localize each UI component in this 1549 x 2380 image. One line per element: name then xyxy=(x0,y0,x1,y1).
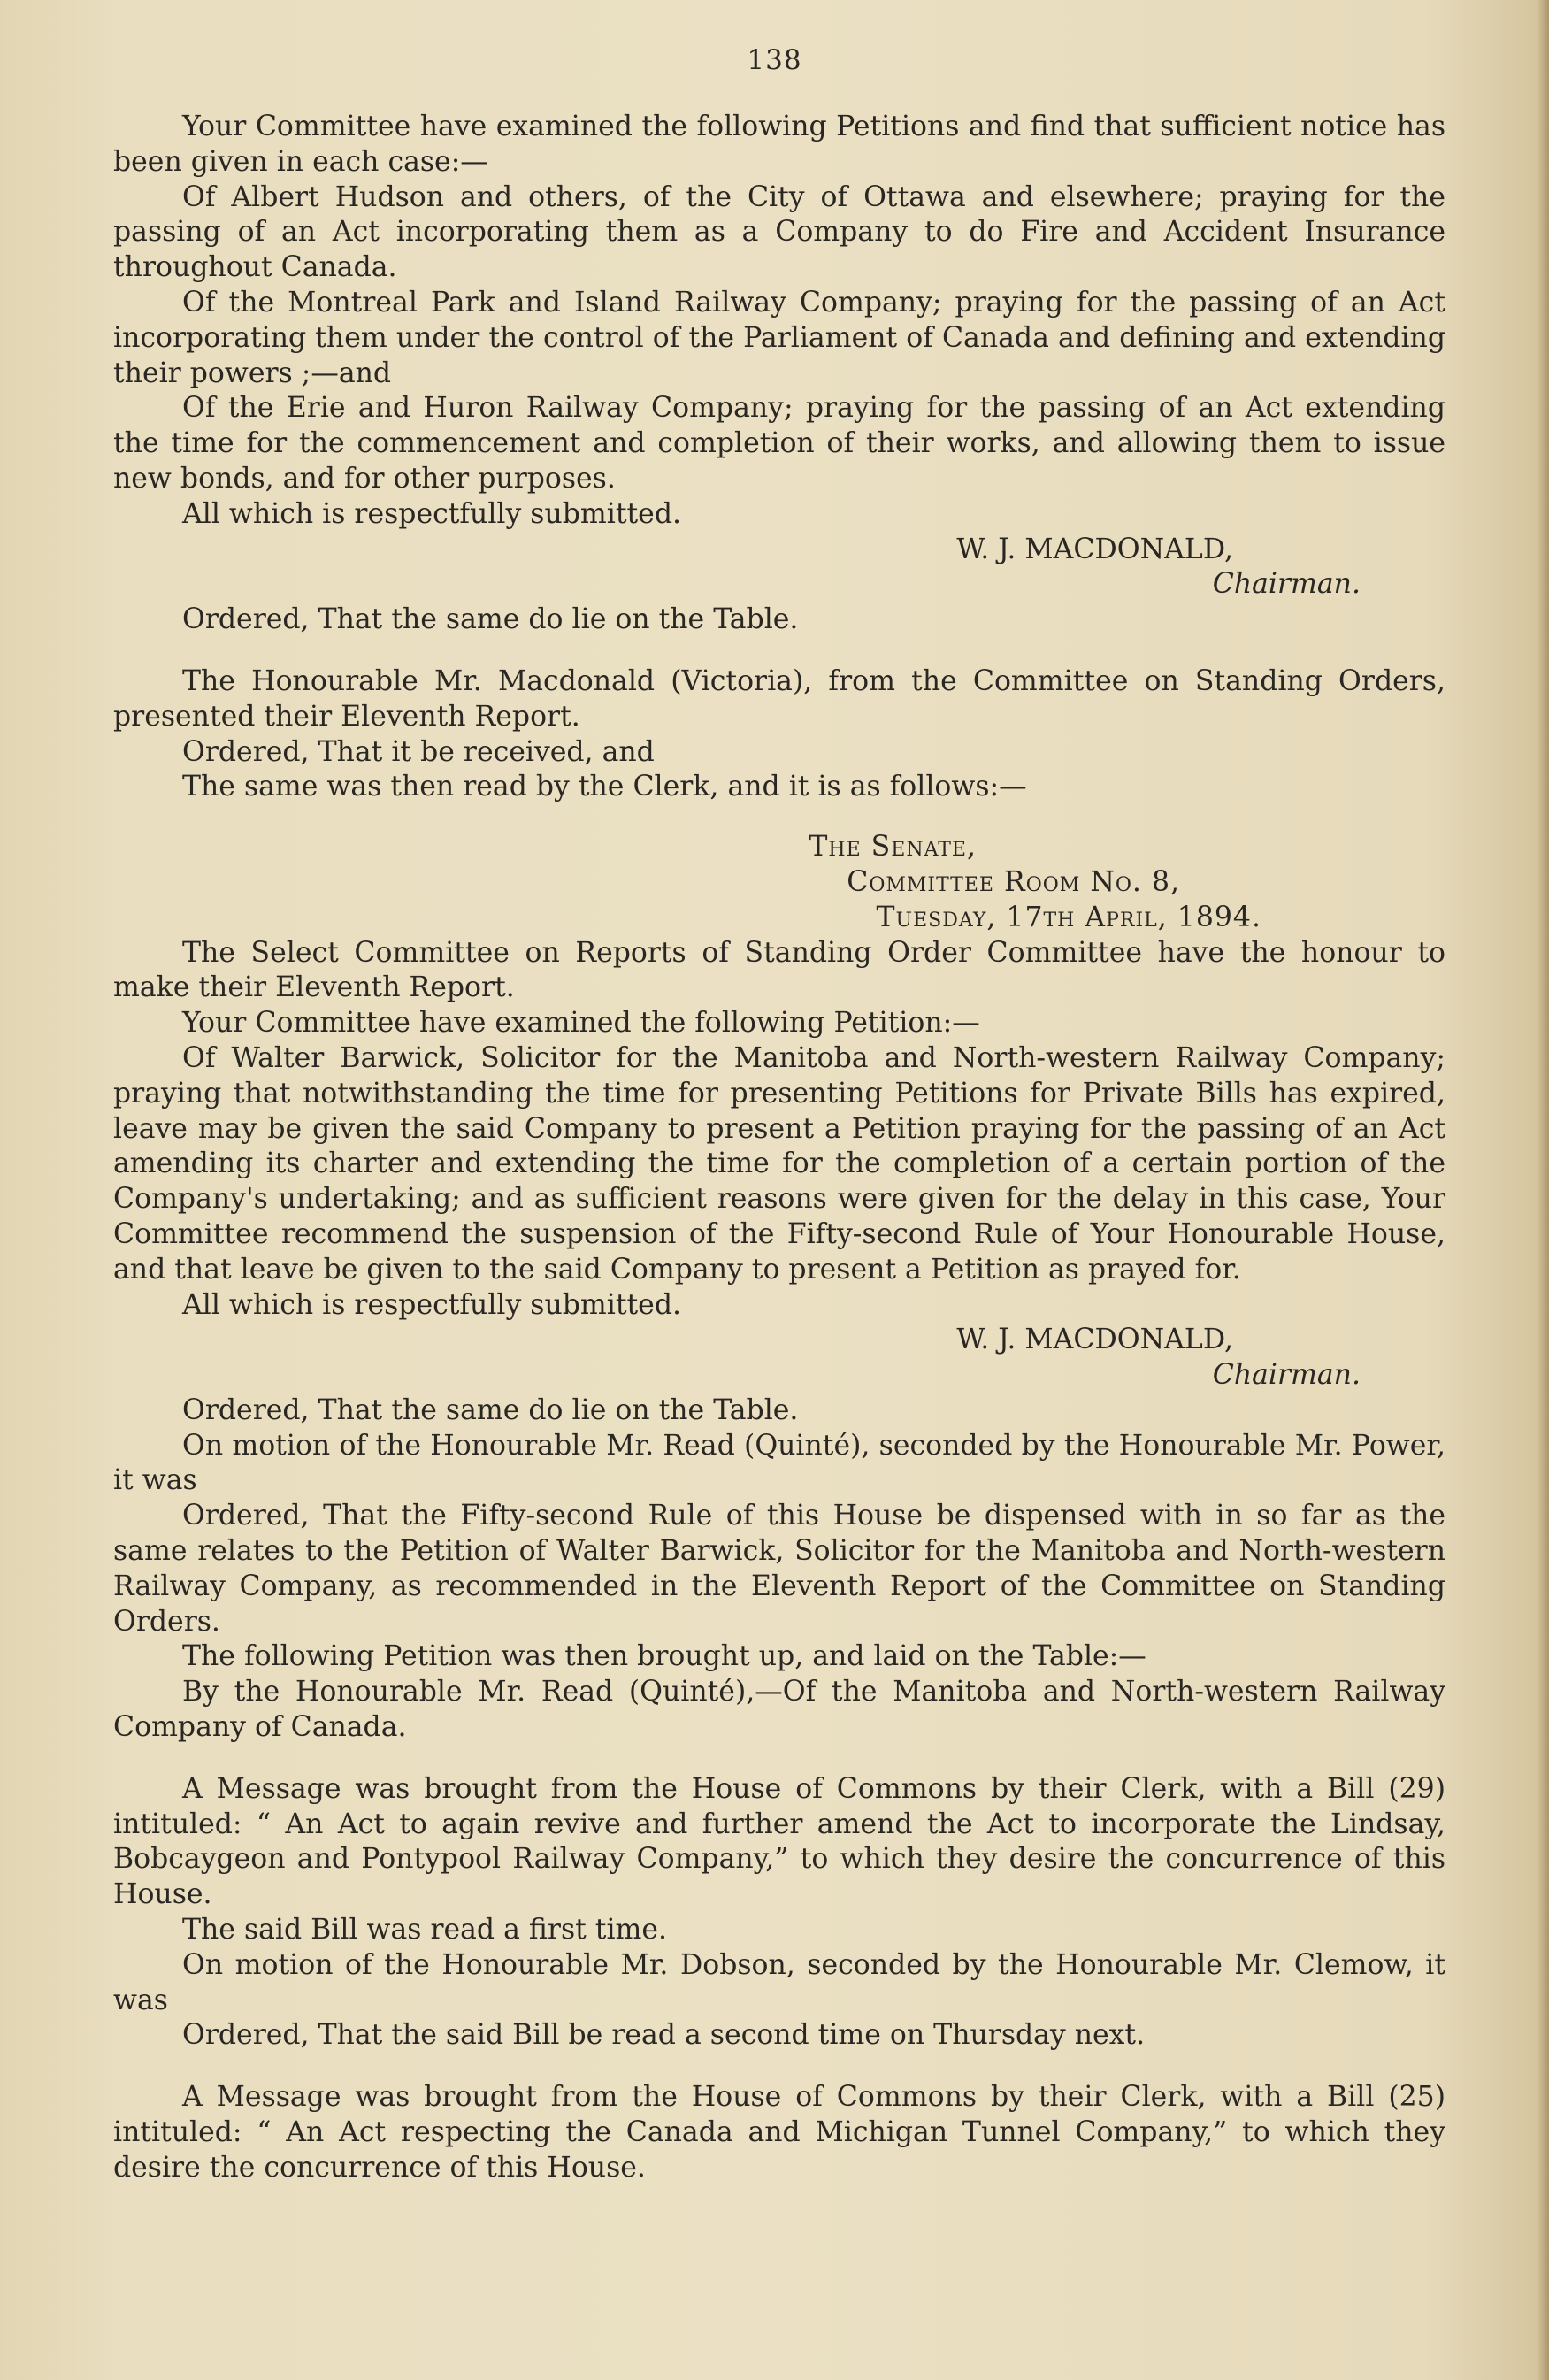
paragraph: Ordered, That the said Bill be read a second time on Thursday next. xyxy=(182,2019,1146,2052)
text-column xyxy=(113,110,1445,2186)
paragraph: By the Honourable Mr. Read (Quinté),—Of the Manitoba and North-western Railway Company of Canada. xyxy=(113,1676,1445,1744)
paragraph: The same was then read by the Clerk, and it is as follows:— xyxy=(182,771,1027,803)
paragraph: Ordered, That the same do lie on the Table. xyxy=(182,603,799,636)
paragraph: Ordered, That the same do lie on the Table. xyxy=(182,1393,799,1426)
paragraph: On motion of the Honourable Mr. Dobson, seconded by the Honourable Mr. Clemow, it was xyxy=(113,1948,1445,2016)
paragraph: Ordered, That it be received, and xyxy=(182,735,655,768)
paragraph: Your Committee have examined the following Petition:— xyxy=(182,1007,980,1040)
signature-title: Chairman. xyxy=(1212,1359,1361,1392)
paragraph: The Honourable Mr. Macdonald (Victoria), from the Committee on Standing Orders, presented their Eleventh Report. xyxy=(113,664,1445,733)
paragraph: Ordered, That the Fifty-second Rule of this House be dispensed with in so far as the same relates to the Petition of Walter Barwick, Solicitor for the Manitoba and North-western Railway Company, as recommended in the Eleventh Report of the Committee on Standing Orders. xyxy=(113,1500,1445,1638)
section-gap xyxy=(113,638,1445,664)
paragraph: The said Bill was read a first time. xyxy=(182,1914,668,1946)
paragraph: Of Albert Hudson and others, of the City of Ottawa and elsewhere; praying for the passing of an Act incorporating them as a Company to do Fire and Accident Insurance throughout Canada. xyxy=(113,180,1445,284)
paragraph: All which is respectfully submitted. xyxy=(182,497,682,530)
report-header-room: Committee Room No. 8, xyxy=(847,865,1180,898)
signature-title: Chairman. xyxy=(1212,568,1361,601)
paragraph: On motion of the Honourable Mr. Read (Quinté), seconded by the Honourable Mr. Power, it was xyxy=(113,1429,1445,1497)
paragraph: Of Walter Barwick, Solicitor for the Manitoba and North-western Railway Company; praying that notwithstanding the time for presenting Petitions for Private Bills has expired, leave may be given the said Company to present a Petition praying for the passing of an Act amending its charter and extending the time for the completion of a certain portion of the Company's undertaking; and as sufficient reasons were given for the delay in this case, Your Committee recommend the suspension of the Fifty-second Rule of Your Honourable House, and that leave be given to the said Company to present a Petition as prayed for. xyxy=(113,1041,1445,1286)
paragraph: All which is respectfully submitted. xyxy=(182,1288,682,1321)
report-header-date: Tuesday, 17th April, 1894. xyxy=(876,901,1261,933)
paragraph: Your Committee have examined the following Petitions and find that sufficient notice has been given in each case:— xyxy=(113,111,1445,178)
paragraph: The following Petition was then brought up, and laid on the Table:— xyxy=(182,1640,1146,1673)
paragraph: Of the Erie and Huron Railway Company; praying for the passing of an Act extending the time for the commencement and completion of their works, and allowing them to issue new bonds, and for other purposes. xyxy=(113,392,1445,495)
paragraph: A Message was brought from the House of Commons by their Clerk, with a Bill (29) intituled: “ An Act to again revive and further amend the Act to incorporate the Lindsay, Bobcaygeon and Pontypool Railway Company,” to which they desire the concurrence of this House. xyxy=(113,1772,1445,1911)
section-gap xyxy=(113,1746,1445,1772)
report-header-senate: The Senate, xyxy=(809,831,977,864)
signature: W. J. MACDONALD, xyxy=(956,1324,1233,1356)
section-gap xyxy=(113,2054,1445,2080)
signature: W. J. MACDONALD, xyxy=(956,533,1233,565)
paragraph: Of the Montreal Park and Island Railway Company; praying for the passing of an Act incorporating them under the control of the Parliament of Canada and defining and extending their powers ;—and xyxy=(113,286,1445,389)
paragraph: A Message was brought from the House of Commons by their Clerk, with a Bill (25) intituled: “ An Act respecting the Canada and Michigan Tunnel Company,” to which they desire the concurrence of this House. xyxy=(113,2081,1445,2184)
page-number: 138 xyxy=(747,44,802,76)
paragraph: The Select Committee on Reports of Standing Order Committee have the honour to make their Eleventh Report. xyxy=(113,936,1445,1004)
